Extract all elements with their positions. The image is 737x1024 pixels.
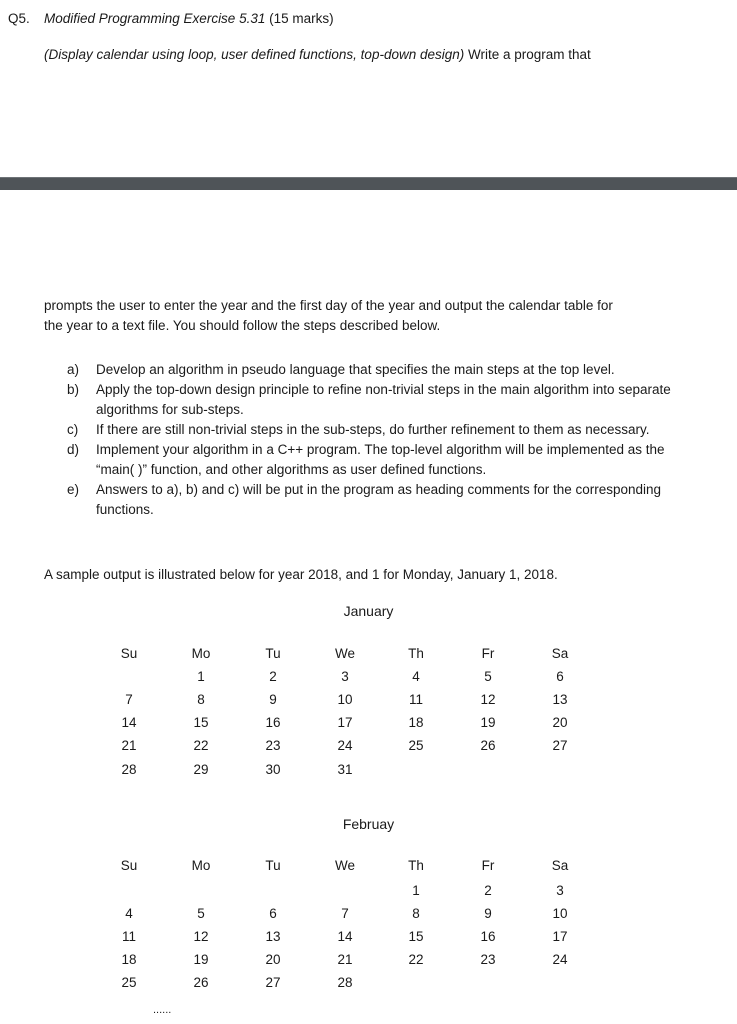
day-cell: 4 <box>125 906 133 921</box>
day-cell: 5 <box>197 906 205 921</box>
day-cell: 9 <box>484 906 492 921</box>
day-header: Mo <box>191 646 211 661</box>
steps-list <box>67 360 686 520</box>
step-text: Answers to a), b) and c) will be put in the program as heading comments for the corresponding functions. <box>96 482 662 517</box>
day-header: Sa <box>551 858 569 873</box>
step-item <box>67 420 686 440</box>
day-cell: 18 <box>121 952 137 967</box>
day-cell: 14 <box>121 715 137 730</box>
day-cell: 13 <box>265 929 281 944</box>
step-item <box>67 360 686 380</box>
day-cell: 20 <box>265 952 281 967</box>
day-cell: 8 <box>412 906 420 921</box>
day-header: Su <box>120 646 138 661</box>
day-cell: 18 <box>408 715 424 730</box>
month-title-february: Februay <box>342 816 395 832</box>
step-item <box>67 380 686 420</box>
day-cell: 9 <box>269 692 277 707</box>
question-title-italic: Modified Programming Exercise 5.31 <box>44 11 266 26</box>
week-row <box>0 952 737 972</box>
continuation-ellipsis: ...... <box>153 1004 172 1016</box>
day-cell: 17 <box>552 929 568 944</box>
day-cell: 10 <box>337 692 353 707</box>
step-label: b) <box>67 382 80 397</box>
week-row <box>0 975 737 995</box>
day-cell: 1 <box>197 669 205 684</box>
day-header: Su <box>120 858 138 873</box>
week-row <box>0 692 737 712</box>
month-title-january: January <box>343 603 394 619</box>
day-header: We <box>334 858 355 873</box>
day-cell: 28 <box>121 762 137 777</box>
day-cell: 5 <box>484 669 492 684</box>
day-cell: 3 <box>341 669 349 684</box>
intro-topic: (Display calendar using loop, user defined functions, top-down design) <box>44 47 465 62</box>
day-cell: 7 <box>125 692 133 707</box>
day-cell: 30 <box>265 762 281 777</box>
day-cell: 15 <box>408 929 424 944</box>
day-cell: 4 <box>412 669 420 684</box>
day-cell: 23 <box>480 952 496 967</box>
question-number: Q5. <box>8 11 30 26</box>
week-row <box>0 929 737 949</box>
day-cell: 16 <box>265 715 281 730</box>
day-cell: 19 <box>480 715 496 730</box>
day-header: Th <box>408 858 424 873</box>
week-row <box>0 738 737 758</box>
week-row <box>0 906 737 926</box>
day-header: Fr <box>481 646 495 661</box>
day-cell: 3 <box>556 883 564 898</box>
day-cell: 14 <box>337 929 353 944</box>
question-title <box>44 11 334 26</box>
step-item <box>67 440 686 480</box>
day-cell: 21 <box>337 952 353 967</box>
day-cell: 13 <box>552 692 568 707</box>
day-cell: 17 <box>337 715 353 730</box>
day-cell: 31 <box>337 762 353 777</box>
week-row <box>0 715 737 735</box>
day-cell: 11 <box>121 929 136 944</box>
step-label: e) <box>67 482 80 497</box>
day-header: Th <box>408 646 424 661</box>
intro-text: Write a program that <box>464 47 591 62</box>
day-header-row <box>0 858 737 878</box>
page-divider <box>0 177 737 190</box>
day-cell: 20 <box>552 715 568 730</box>
step-text: Implement your algorithm in a C++ program. The top-level algorithm will be implemented as the “main( )” function, and other algorithms as user defined functions. <box>96 442 665 477</box>
question-marks: (15 marks) <box>265 11 334 26</box>
week-row <box>0 762 737 782</box>
day-header: Sa <box>551 646 569 661</box>
day-header: Tu <box>265 646 281 661</box>
day-cell: 12 <box>480 692 496 707</box>
day-cell: 6 <box>556 669 564 684</box>
step-text: Develop an algorithm in pseudo language that specifies the main steps at the top level. <box>96 362 615 377</box>
day-cell: 25 <box>121 975 137 990</box>
day-cell: 2 <box>269 669 277 684</box>
day-cell: 29 <box>193 762 209 777</box>
day-header: Mo <box>191 858 211 873</box>
day-cell: 15 <box>193 715 209 730</box>
day-cell: 25 <box>408 738 424 753</box>
step-label: a) <box>67 362 80 377</box>
day-cell: 27 <box>265 975 281 990</box>
day-cell: 11 <box>408 692 423 707</box>
day-cell: 2 <box>484 883 492 898</box>
question-intro <box>44 47 591 62</box>
day-cell: 24 <box>337 738 353 753</box>
day-cell: 10 <box>552 906 568 921</box>
day-cell: 12 <box>193 929 209 944</box>
day-cell: 28 <box>337 975 353 990</box>
day-header: Tu <box>265 858 281 873</box>
body-line-2: the year to a text file. You should follow the steps described below. <box>44 318 441 333</box>
day-cell: 27 <box>552 738 568 753</box>
day-cell: 7 <box>341 906 349 921</box>
day-cell: 24 <box>552 952 568 967</box>
day-header: Fr <box>481 858 495 873</box>
step-label: d) <box>67 442 80 457</box>
day-cell: 23 <box>265 738 281 753</box>
step-item <box>67 480 686 520</box>
day-cell: 22 <box>193 738 209 753</box>
day-header-row <box>0 646 737 666</box>
day-cell: 26 <box>193 975 209 990</box>
day-cell: 1 <box>412 883 420 898</box>
day-cell: 26 <box>480 738 496 753</box>
day-cell: 19 <box>193 952 209 967</box>
day-cell: 8 <box>197 692 205 707</box>
day-cell: 6 <box>269 906 277 921</box>
step-label: c) <box>67 422 79 437</box>
week-row <box>0 669 737 689</box>
sample-intro: A sample output is illustrated below for year 2018, and 1 for Monday, January 1, 2018. <box>44 567 558 582</box>
body-line-1: prompts the user to enter the year and the first day of the year and output the calendar table for <box>44 298 613 313</box>
day-header: We <box>334 646 355 661</box>
day-cell: 16 <box>480 929 496 944</box>
step-text: Apply the top-down design principle to refine non-trivial steps in the main algorithm into separate algorithms for sub-steps. <box>96 382 671 417</box>
day-cell: 22 <box>408 952 424 967</box>
week-row <box>0 883 737 903</box>
day-cell: 21 <box>121 738 137 753</box>
step-text: If there are still non-trivial steps in the sub-steps, do further refinement to them as necessary. <box>96 422 650 437</box>
